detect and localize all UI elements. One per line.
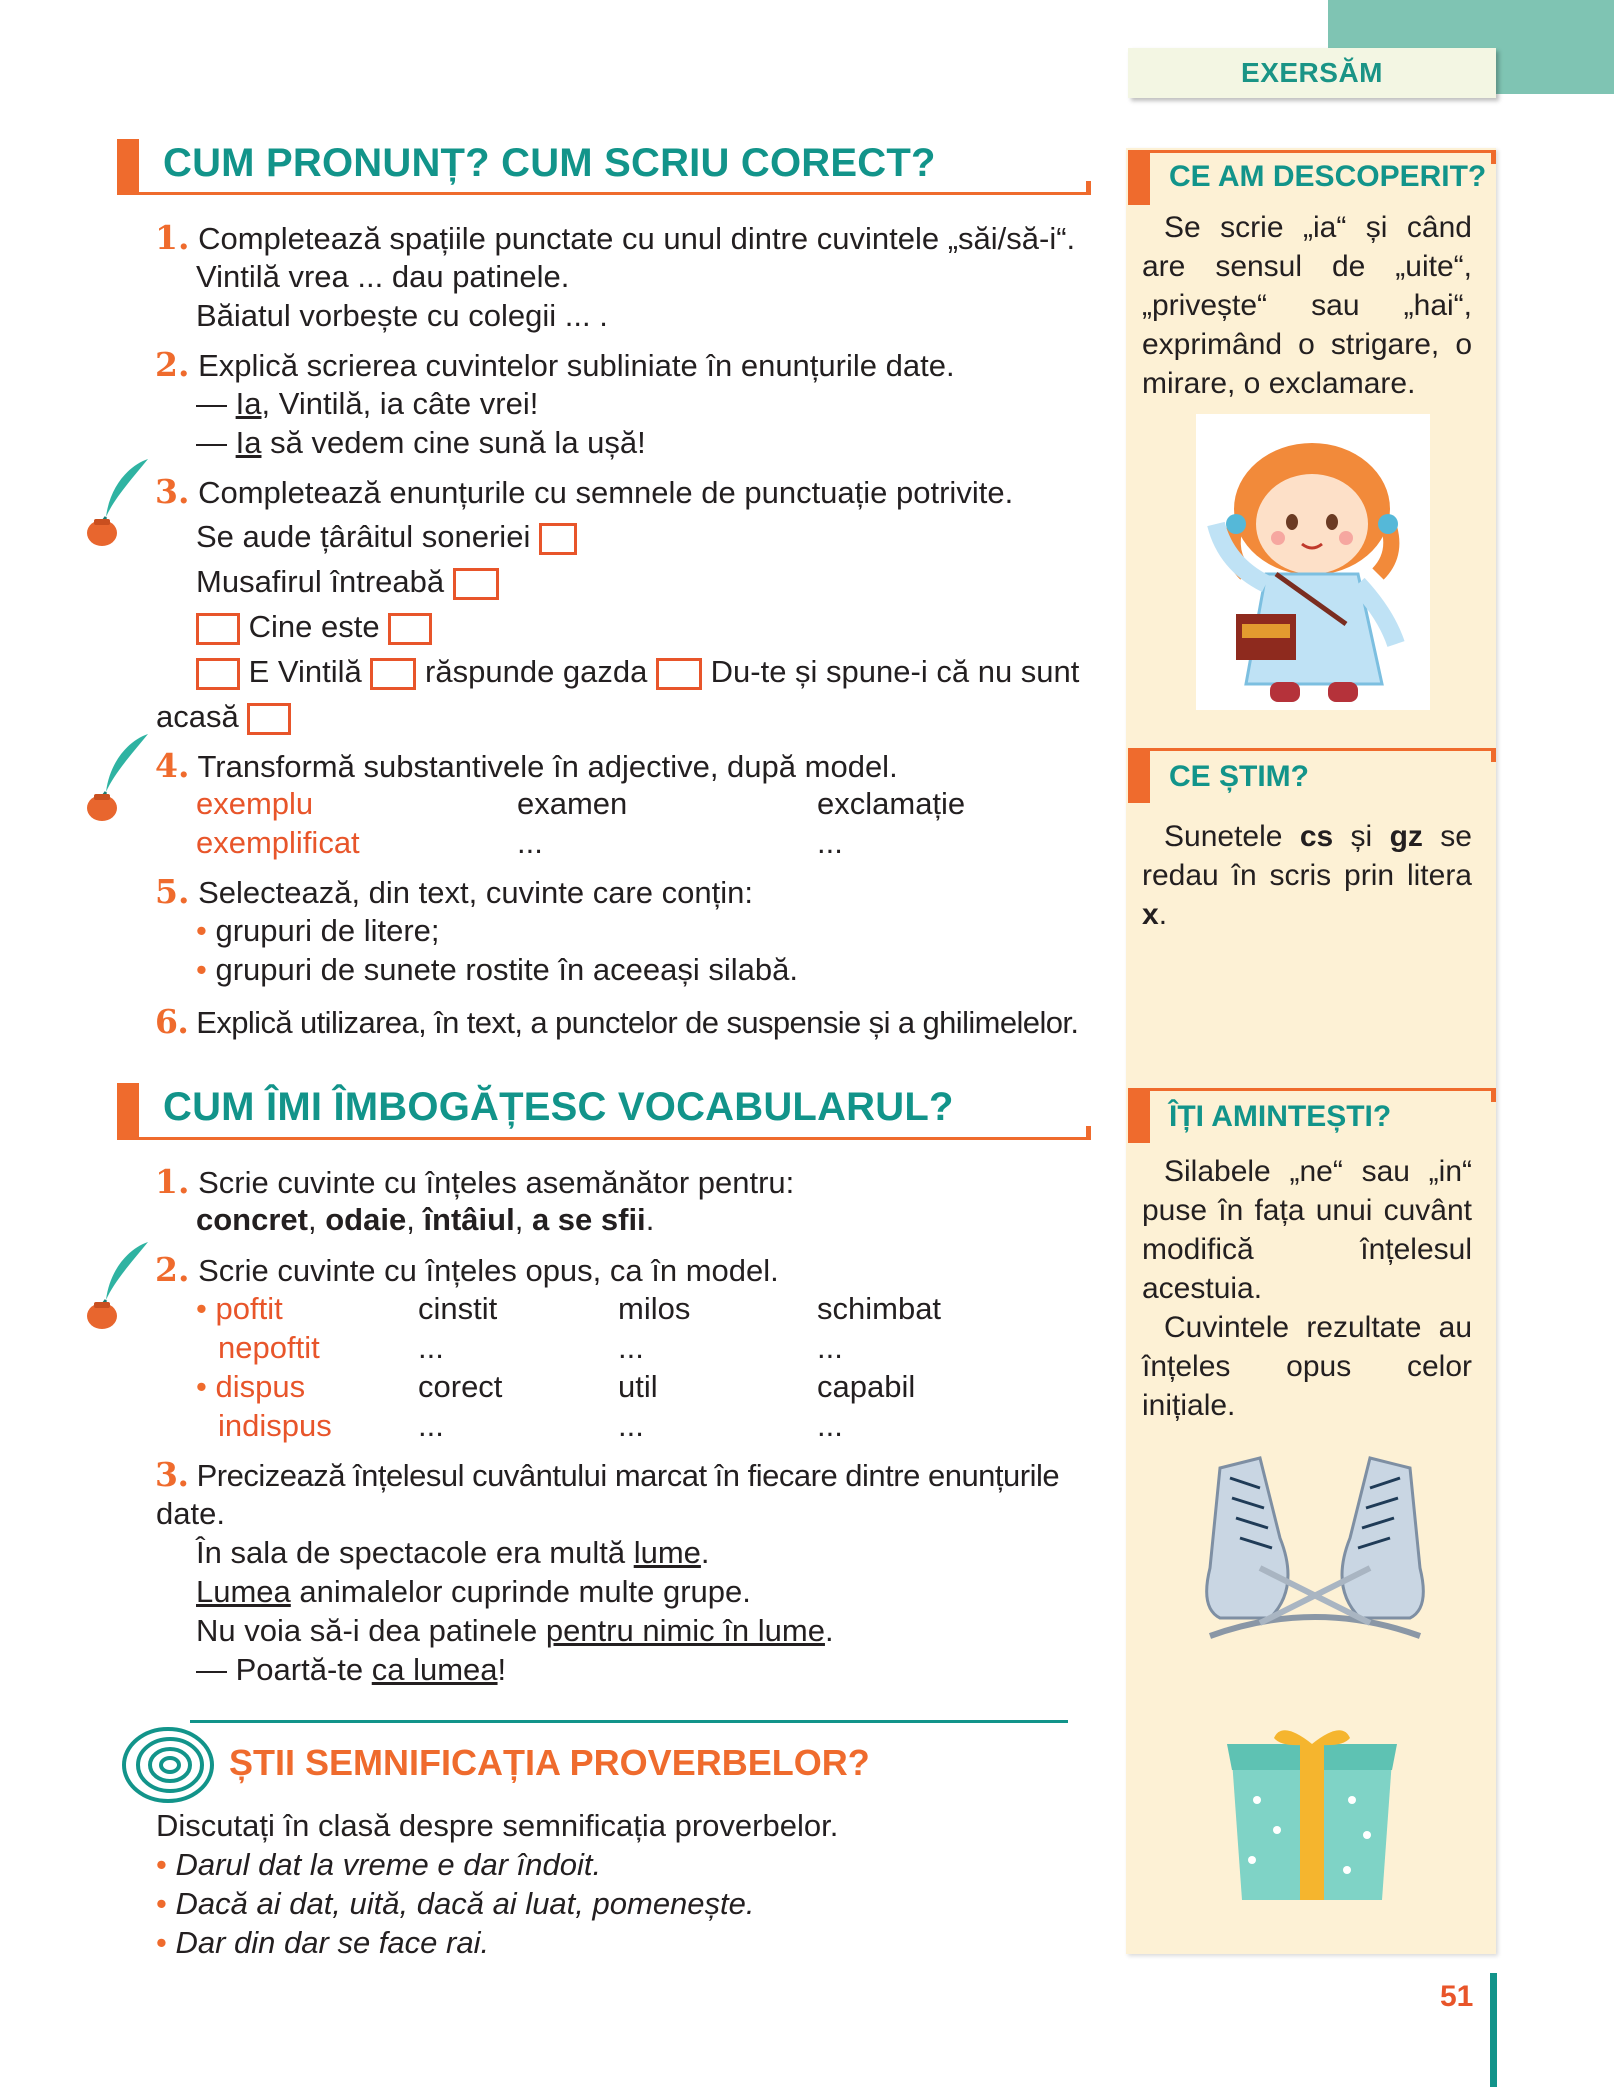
- sidebar-text: Cuvintele rezultate au înțeles opus celor inițiale.: [1142, 1311, 1472, 1422]
- doll-illustration: [1196, 414, 1430, 710]
- sidebar-tick: [1491, 1088, 1496, 1102]
- blank: ...: [817, 1408, 843, 1443]
- word: util: [618, 1369, 658, 1404]
- exercise-line: Se aude țârâitul soneriei: [196, 517, 577, 556]
- word: corect: [418, 1369, 503, 1404]
- sidebar-title-descoperit: CE AM DESCOPERIT?: [1169, 160, 1487, 193]
- answer-box[interactable]: [388, 613, 432, 645]
- exercise-text: Explică scrierea cuvintelor subliniate în enunțurile date.: [198, 348, 955, 383]
- sidebar-tick: [1491, 748, 1496, 762]
- exercise-2: [155, 345, 955, 385]
- word: milos: [618, 1291, 691, 1326]
- exercise-text: Completează spațiile punctate cu unul dintre cuvintele „săi/să-i“.: [198, 221, 1076, 256]
- exercise-4: [155, 746, 898, 786]
- model-word: indispus: [218, 1408, 332, 1443]
- exercise-text: Precizează înțelesul cuvântului marcat în fiecare dintre enunțurile: [196, 1458, 1060, 1493]
- quill-ink-icon: [80, 455, 152, 551]
- exercise-number: 3.: [155, 1455, 189, 1494]
- exercise-number: 4.: [155, 746, 190, 785]
- answer-box[interactable]: [196, 658, 240, 690]
- answer-box[interactable]: [196, 613, 240, 645]
- exercise-line: Vintilă vrea ... dau patinele.: [196, 259, 570, 294]
- section-title-vocabular: CUM ÎMI ÎMBOGĂȚESC VOCABULARUL?: [163, 1085, 954, 1129]
- sidebar-text: Se scrie „ia“ și când are sensul de „uite“, „privește“ sau „hai“, exprimând o strigare, o mirare, o exclamare.: [1142, 211, 1472, 400]
- exercise-text: Explică utilizarea, în text, a punctelor de suspensie și a ghilimelelor.: [196, 1005, 1079, 1040]
- proverbs-title: ȘTII SEMNIFICAȚIA PROVERBELOR?: [229, 1742, 870, 1783]
- proverb: • Darul dat la vreme e dar îndoit.: [156, 1847, 602, 1882]
- sidebar-line: [1128, 748, 1496, 751]
- answer-box[interactable]: [453, 568, 499, 600]
- exercise-3: [155, 1455, 1059, 1495]
- blank: ...: [418, 1408, 444, 1443]
- gift-box-illustration: [1222, 1720, 1402, 1902]
- exercise-line: Cine este: [196, 607, 432, 646]
- sidebar-marker: [1128, 151, 1150, 205]
- sentence: Nu voia să-i dea patinele pentru nimic în lume.: [196, 1613, 834, 1648]
- exercise-5: [155, 872, 753, 912]
- exercise-number: 1.: [155, 1162, 190, 1201]
- exercise-1: [155, 1162, 794, 1202]
- exercise-number: 6.: [155, 1002, 189, 1041]
- proverb: • Dar din dar se face rai.: [156, 1925, 490, 1960]
- exercise-text: date.: [156, 1496, 225, 1531]
- word: cinstit: [418, 1291, 498, 1326]
- blank: ...: [817, 1330, 843, 1365]
- list-item: • grupuri de litere;: [196, 913, 440, 948]
- sidebar-line: [1128, 1088, 1496, 1091]
- section-underline-tick: [1086, 181, 1091, 195]
- exercise-line: Musafirul întreabă: [196, 562, 499, 601]
- blank: ...: [618, 1408, 644, 1443]
- sidebar-marker: [1128, 1089, 1150, 1143]
- answer-box[interactable]: [247, 703, 291, 735]
- exercise-number: 2.: [155, 1250, 190, 1289]
- page-number: 51: [1440, 1980, 1474, 2013]
- list-item: • grupuri de sunete rostite în aceeași silabă.: [196, 952, 798, 987]
- spiral-icon: [120, 1724, 216, 1806]
- exercise-text: Transformă substantivele în adjective, după model.: [197, 749, 898, 784]
- section-underline: [117, 192, 1091, 195]
- exercise-text: Scrie cuvinte cu înțeles asemănător pentru:: [198, 1165, 795, 1200]
- exercise-6: [155, 1002, 1078, 1042]
- sentence: În sala de spectacole era multă lume.: [196, 1535, 710, 1570]
- section-underline-tick: [1086, 1126, 1091, 1140]
- word: exclamație: [817, 786, 966, 821]
- answer-box[interactable]: [370, 658, 416, 690]
- sidebar-text: Silabele „ne“ sau „in“ puse în fața unui cuvânt modifică înțelesul acestuia.: [1142, 1155, 1472, 1305]
- word: capabil: [817, 1369, 916, 1404]
- exercise-2: [155, 1250, 779, 1290]
- blank: ...: [618, 1330, 644, 1365]
- sidebar-title-ce-stim: CE ȘTIM?: [1169, 760, 1309, 793]
- exercise-line: — Ia să vedem cine sună la ușă!: [196, 425, 646, 460]
- section-underline: [117, 1137, 1091, 1140]
- quill-ink-icon: [80, 1238, 152, 1334]
- exercise-text: Scrie cuvinte cu înțeles opus, ca în model.: [198, 1253, 779, 1288]
- word: schimbat: [817, 1291, 942, 1326]
- blank: ...: [418, 1330, 444, 1365]
- sentence: — Poartă-te ca lumea!: [196, 1652, 507, 1687]
- sidebar-title-iti-amintesti: ÎȚI AMINTEȘTI?: [1169, 1100, 1392, 1133]
- exercise-line: E Vintilă răspunde gazda Du-te și spune-i că nu sunt: [196, 652, 1079, 691]
- sidebar-text: Sunetele cs și gz se redau în scris prin litera x.: [1142, 820, 1472, 931]
- exercise-text: Selectează, din text, cuvinte care conțin:: [198, 875, 753, 910]
- sidebar-line: [1128, 150, 1496, 153]
- list-item: • dispus: [196, 1369, 306, 1404]
- ice-skates-illustration: [1200, 1448, 1430, 1658]
- exercise-1: [155, 218, 1075, 258]
- sidebar-marker: [1128, 749, 1150, 803]
- blank: ...: [517, 825, 543, 860]
- section-marker: [117, 1083, 139, 1137]
- proverb: • Dacă ai dat, uită, dacă ai luat, pomenește.: [156, 1886, 755, 1921]
- exercise-3: [155, 472, 1013, 512]
- exercise-line: acasă: [156, 697, 291, 736]
- proverbs-intro: Discutați în clasă despre semnificația proverbelor.: [156, 1808, 839, 1843]
- word-list: concret, odaie, întâiul, a se sfii.: [196, 1202, 655, 1237]
- exercise-line: Băiatul vorbește cu colegii ... .: [196, 298, 608, 333]
- exercise-number: 5.: [155, 872, 190, 911]
- answer-box[interactable]: [656, 658, 702, 690]
- exercise-number: 3.: [155, 472, 190, 511]
- model-word: exemplu: [196, 786, 314, 821]
- exercise-line: — Ia, Vintilă, ia câte vrei!: [196, 386, 539, 421]
- model-word: exemplificat: [196, 825, 360, 860]
- proverb-divider: [190, 1720, 1068, 1723]
- sentence: Lumea animalelor cuprinde multe grupe.: [196, 1574, 751, 1609]
- section-tab-label: EXERSĂM: [1128, 48, 1496, 98]
- model-word: nepoftit: [218, 1330, 320, 1365]
- page-number-bar: [1490, 1973, 1497, 2087]
- exercise-number: 1.: [155, 218, 190, 257]
- section-title-pronunt: CUM PRONUNȚ? CUM SCRIU CORECT?: [163, 141, 936, 185]
- answer-box[interactable]: [539, 523, 577, 555]
- word: examen: [517, 786, 628, 821]
- section-marker: [117, 139, 139, 193]
- sidebar-tick: [1491, 150, 1496, 164]
- blank: ...: [817, 825, 843, 860]
- quill-ink-icon: [80, 730, 152, 826]
- list-item: • poftit: [196, 1291, 283, 1326]
- exercise-number: 2.: [155, 345, 190, 384]
- exercise-text: Completează enunțurile cu semnele de punctuație potrivite.: [198, 475, 1014, 510]
